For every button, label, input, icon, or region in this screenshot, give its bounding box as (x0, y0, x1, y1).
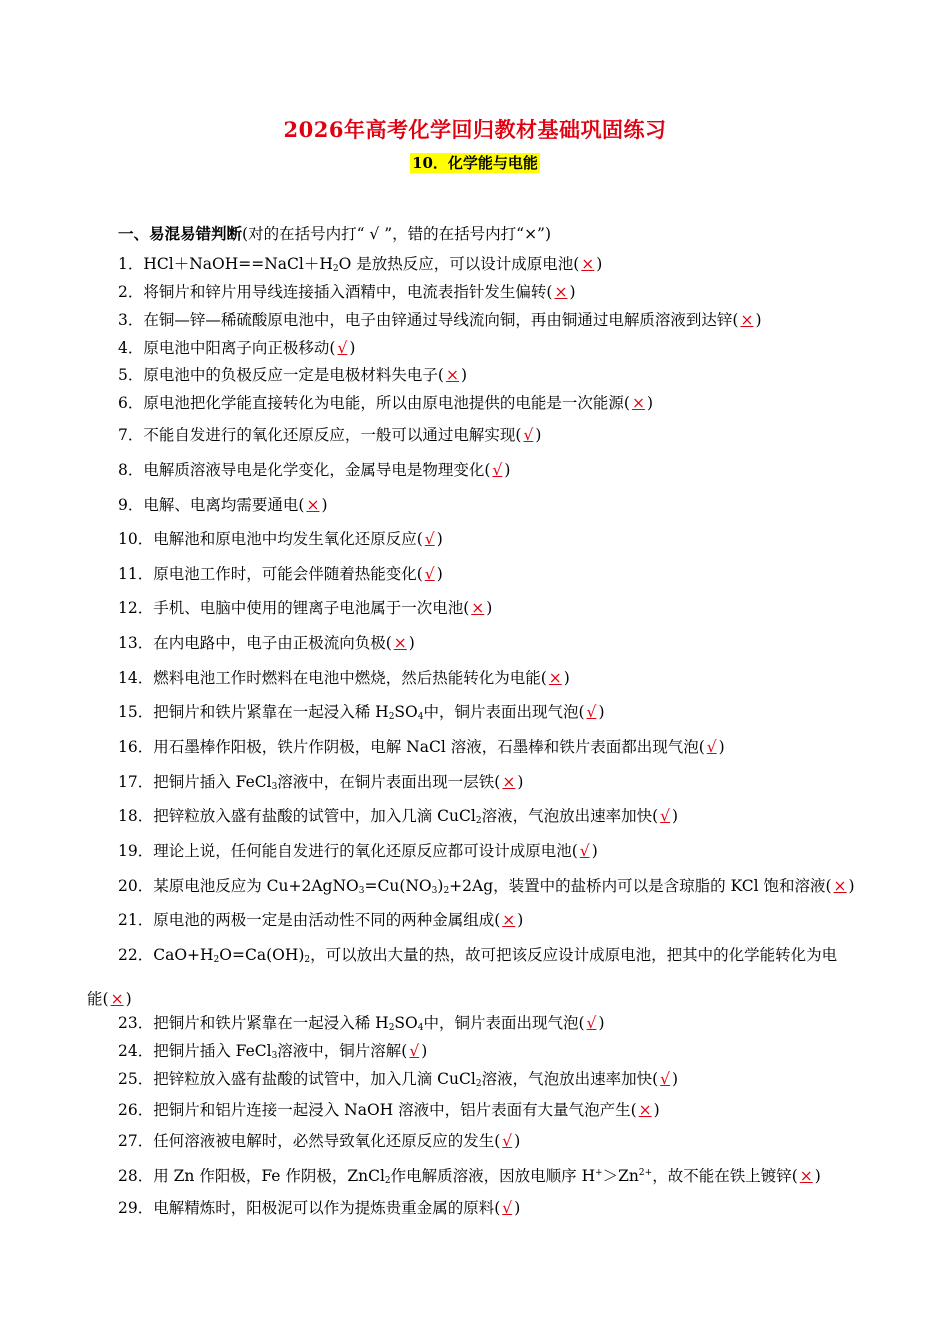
question-text: ) (718, 738, 725, 756)
question-item (118, 597, 863, 619)
question-number: 29． (118, 1199, 154, 1217)
question-number: 10． (118, 530, 154, 548)
question-text: +2Ag，装置中的盐桥内可以是含琼脂的 KCl 饱和溶液( (449, 877, 832, 895)
question-number: 21． (118, 911, 154, 929)
answer-mark: × (110, 990, 124, 1008)
subscript: 2 (304, 955, 311, 965)
question-item (118, 1197, 863, 1219)
question-text: 把铜片插入 FeCl (153, 773, 272, 791)
question-text: 把铜片和铁片紧靠在一起浸入稀 H (153, 1014, 389, 1032)
question-number: 13． (118, 634, 154, 652)
question-item (87, 944, 863, 1010)
question-number: 3． (118, 311, 144, 329)
superscript: + (595, 1168, 603, 1178)
answer-mark: √ (502, 1132, 513, 1150)
question-text: O 是放热反应，可以设计成原电池( (338, 255, 580, 273)
question-text: 溶液，气泡放出速率加快( (481, 807, 659, 825)
question-text: 溶液，气泡放出速率加快( (481, 1070, 659, 1088)
subscript: 3 (271, 782, 278, 792)
question-text: 不能自发进行的氧化还原反应，一般可以通过电解实现( (143, 426, 522, 444)
answer-mark: √ (424, 530, 435, 548)
question-item (118, 337, 863, 359)
question-text: 原电池中的负极反应一定是电极材料失电子( (143, 366, 444, 384)
question-text: 用石墨棒作阳极，铁片作阴极，电解 NaCl 溶液，石墨棒和铁片表面都出现气泡( (153, 738, 705, 756)
question-text: ) (569, 283, 576, 301)
section-title: 一、易混易错判断 (118, 224, 243, 243)
answer-mark: √ (579, 842, 590, 860)
question-text: ) (421, 1042, 428, 1060)
question-text: 能( (87, 990, 109, 1008)
section-heading (118, 222, 551, 244)
question-text: CaO+H (153, 946, 214, 964)
subscript: 2 (384, 1176, 391, 1186)
question-number: 7． (118, 426, 144, 444)
question-text: ，故不能在铁上镀锌( (652, 1167, 798, 1185)
answer-mark: × (393, 634, 407, 652)
question-text: ) (408, 634, 415, 652)
question-text: ) (653, 1101, 660, 1119)
question-number: 22． (118, 946, 154, 964)
question-text: 原电池工作时，可能会伴随着热能变化( (153, 565, 423, 583)
question-text: 在内电路中，电子由正极流向负极( (153, 634, 392, 652)
answer-mark: × (502, 773, 516, 791)
question-text: 溶液中，在铜片表面出现一层铁( (277, 773, 501, 791)
question-number: 17． (118, 773, 154, 791)
question-text: 把锌粒放入盛有盐酸的试管中，加入几滴 CuCl (153, 1070, 476, 1088)
question-text: 原电池的两极一定是由活动性不同的两种金属组成( (153, 911, 501, 929)
question-text: SO (394, 1014, 418, 1032)
subtitle-wrap (0, 153, 950, 173)
answer-mark: × (638, 1101, 652, 1119)
question-text: HCl＋NaOH==NaCl＋H (143, 255, 333, 273)
question-text: SO (394, 703, 418, 721)
question-text: =Cu(NO (364, 877, 432, 895)
question-text: ) (755, 311, 762, 329)
subscript: 3 (431, 886, 438, 896)
subscript: 2 (443, 886, 450, 896)
question-number: 12． (118, 599, 154, 617)
question-text: 作电解质溶液，因放电顺序 H (390, 1167, 596, 1185)
answer-mark: √ (523, 426, 534, 444)
question-text: ) (848, 877, 855, 895)
question-number: 15． (118, 703, 154, 721)
subscript: 2 (388, 712, 395, 722)
question-text: ) (437, 877, 444, 895)
question-number: 23． (118, 1014, 154, 1032)
subscript: 3 (358, 886, 365, 896)
question-text: 把锌粒放入盛有盐酸的试管中，加入几滴 CuCl (153, 807, 476, 825)
answer-mark: √ (424, 565, 435, 583)
question-text: ) (598, 703, 605, 721)
document-title: 2026年高考化学回归教材基础巩固练习 (283, 117, 667, 142)
question-item (118, 667, 863, 689)
question-text: ) (486, 599, 493, 617)
answer-mark: × (833, 877, 847, 895)
question-number: 6． (118, 394, 144, 412)
question-number: 11． (118, 565, 154, 583)
question-text: 电解质溶液导电是化学变化，金属导电是物理变化( (143, 461, 491, 479)
question-item (118, 364, 863, 386)
question-item (118, 392, 863, 414)
question-text: ) (596, 255, 603, 273)
question-number: 8． (118, 461, 144, 479)
question-number: 5． (118, 366, 144, 384)
question-text: O=Ca(OH) (219, 946, 305, 964)
question-item (118, 563, 863, 585)
question-item (118, 875, 863, 902)
question-item (118, 1012, 863, 1039)
question-text: ) (504, 461, 511, 479)
subscript: 3 (271, 1051, 278, 1061)
answer-mark: × (445, 366, 459, 384)
question-text: 原电池把化学能直接转化为电能，所以由原电池提供的电能是一次能源( (143, 394, 630, 412)
subscript: 2 (475, 816, 482, 826)
question-text: 中，铜片表面出现气泡( (423, 1014, 585, 1032)
subscript: 4 (417, 1023, 424, 1033)
question-text: ) (349, 339, 356, 357)
question-number: 19． (118, 842, 154, 860)
question-number: 18． (118, 807, 154, 825)
question-number: 14． (118, 669, 154, 687)
question-item (118, 1162, 863, 1192)
question-text: ) (436, 565, 443, 583)
answer-mark: × (581, 255, 595, 273)
question-item (118, 632, 863, 654)
answer-mark: × (548, 669, 562, 687)
question-text: ) (436, 530, 443, 548)
answer-mark: × (502, 911, 516, 929)
answer-mark: × (471, 599, 485, 617)
question-number: 1． (118, 255, 144, 273)
question-item (118, 281, 863, 303)
question-item (118, 701, 863, 728)
question-text: ) (535, 426, 542, 444)
question-text: 手机、电脑中使用的锂离子电池属于一次电池( (153, 599, 470, 617)
question-item (118, 1130, 863, 1152)
question-text: ，可以放出大量的热，故可把该反应设计成原电池，把其中的化学能转化为电 (310, 946, 838, 964)
question-text: 在铜—锌—稀硫酸原电池中，电子由锌通过导线流向铜，再由铜通过电解质溶液到达锌( (143, 311, 739, 329)
question-text: ) (672, 1070, 679, 1088)
question-text: ) (321, 496, 328, 514)
question-text: 电解精炼时，阳极泥可以作为提炼贵重金属的原料( (153, 1199, 501, 1217)
answer-mark: √ (337, 339, 348, 357)
question-item (118, 1099, 863, 1121)
question-text: 把铜片插入 FeCl (153, 1042, 272, 1060)
question-text: ) (563, 669, 570, 687)
answer-mark: √ (660, 807, 671, 825)
question-number: 27． (118, 1132, 154, 1150)
question-item (118, 771, 863, 798)
section-instruction: (对的在括号内打“ √ ”，错的在括号内打“×”) (242, 225, 552, 243)
question-text: ) (672, 807, 679, 825)
answer-mark: √ (502, 1199, 513, 1217)
question-text: ＞Zn (602, 1167, 639, 1185)
question-item (118, 309, 863, 331)
question-number: 16． (118, 738, 154, 756)
question-item (118, 736, 863, 758)
question-text: ) (814, 1167, 821, 1185)
question-text: 把铜片和铝片连接一起浸入 NaOH 溶液中，铝片表面有大量气泡产生( (153, 1101, 637, 1119)
question-item (118, 494, 863, 516)
answer-mark: × (799, 1167, 813, 1185)
question-item (118, 459, 863, 481)
question-text: 原电池中阳离子向正极移动( (143, 339, 336, 357)
answer-mark: √ (660, 1070, 671, 1088)
superscript: 2+ (638, 1168, 653, 1178)
question-number: 2． (118, 283, 144, 301)
question-text: ) (591, 842, 598, 860)
question-item (118, 840, 863, 862)
answer-mark: √ (586, 703, 597, 721)
question-item (118, 1068, 863, 1095)
question-text: 将铜片和锌片用导线连接插入酒精中，电流表指针发生偏转( (143, 283, 553, 301)
subscript: 2 (388, 1023, 395, 1033)
answer-mark: × (631, 394, 645, 412)
question-text: 用 Zn 作阳极，Fe 作阴极，ZnCl (153, 1167, 385, 1185)
question-number: 28． (118, 1167, 154, 1185)
subscript: 4 (417, 712, 424, 722)
question-text: ) (514, 1132, 521, 1150)
question-text: ) (517, 911, 524, 929)
question-text: 电解、电离均需要通电( (143, 496, 305, 514)
question-text: 理论上说，任何能自发进行的氧化还原反应都可设计成原电池( (153, 842, 578, 860)
question-text: ) (125, 990, 132, 1008)
question-text: ) (514, 1199, 521, 1217)
question-number: 24． (118, 1042, 154, 1060)
answer-mark: √ (586, 1014, 597, 1032)
question-number: 25． (118, 1070, 154, 1088)
subscript: 2 (213, 955, 220, 965)
answer-mark: × (306, 496, 320, 514)
question-number: 4． (118, 339, 144, 357)
question-continuation (87, 988, 863, 1010)
question-text: 某原电池反应为 Cu+2AgNO (153, 877, 359, 895)
answer-mark: × (554, 283, 568, 301)
answer-mark: × (740, 311, 754, 329)
question-item (118, 424, 863, 446)
answer-mark: √ (492, 461, 503, 479)
subscript: 2 (475, 1079, 482, 1089)
question-text: 电解池和原电池中均发生氧化还原反应( (153, 530, 423, 548)
question-number: 9． (118, 496, 144, 514)
answer-mark: √ (409, 1042, 420, 1060)
chapter-subtitle: 10．化学能与电能 (412, 154, 538, 172)
question-text: 把铜片和铁片紧靠在一起浸入稀 H (153, 703, 389, 721)
question-text: 任何溶液被电解时，必然导致氧化还原反应的发生( (153, 1132, 501, 1150)
question-item (118, 253, 863, 280)
question-number: 20． (118, 877, 154, 895)
subscript: 2 (332, 264, 339, 274)
answer-mark: √ (706, 738, 717, 756)
question-item (118, 528, 863, 550)
question-text: 中，铜片表面出现气泡( (423, 703, 585, 721)
question-number: 26． (118, 1101, 154, 1119)
question-item (118, 909, 863, 931)
question-text: 燃料电池工作时燃料在电池中燃烧，然后热能转化为电能( (153, 669, 547, 687)
question-text: ) (460, 366, 467, 384)
question-item (118, 1040, 863, 1067)
question-text: ) (517, 773, 524, 791)
question-text: ) (598, 1014, 605, 1032)
question-text: ) (646, 394, 653, 412)
question-text: 溶液中，铜片溶解( (277, 1042, 408, 1060)
question-item (118, 805, 863, 832)
